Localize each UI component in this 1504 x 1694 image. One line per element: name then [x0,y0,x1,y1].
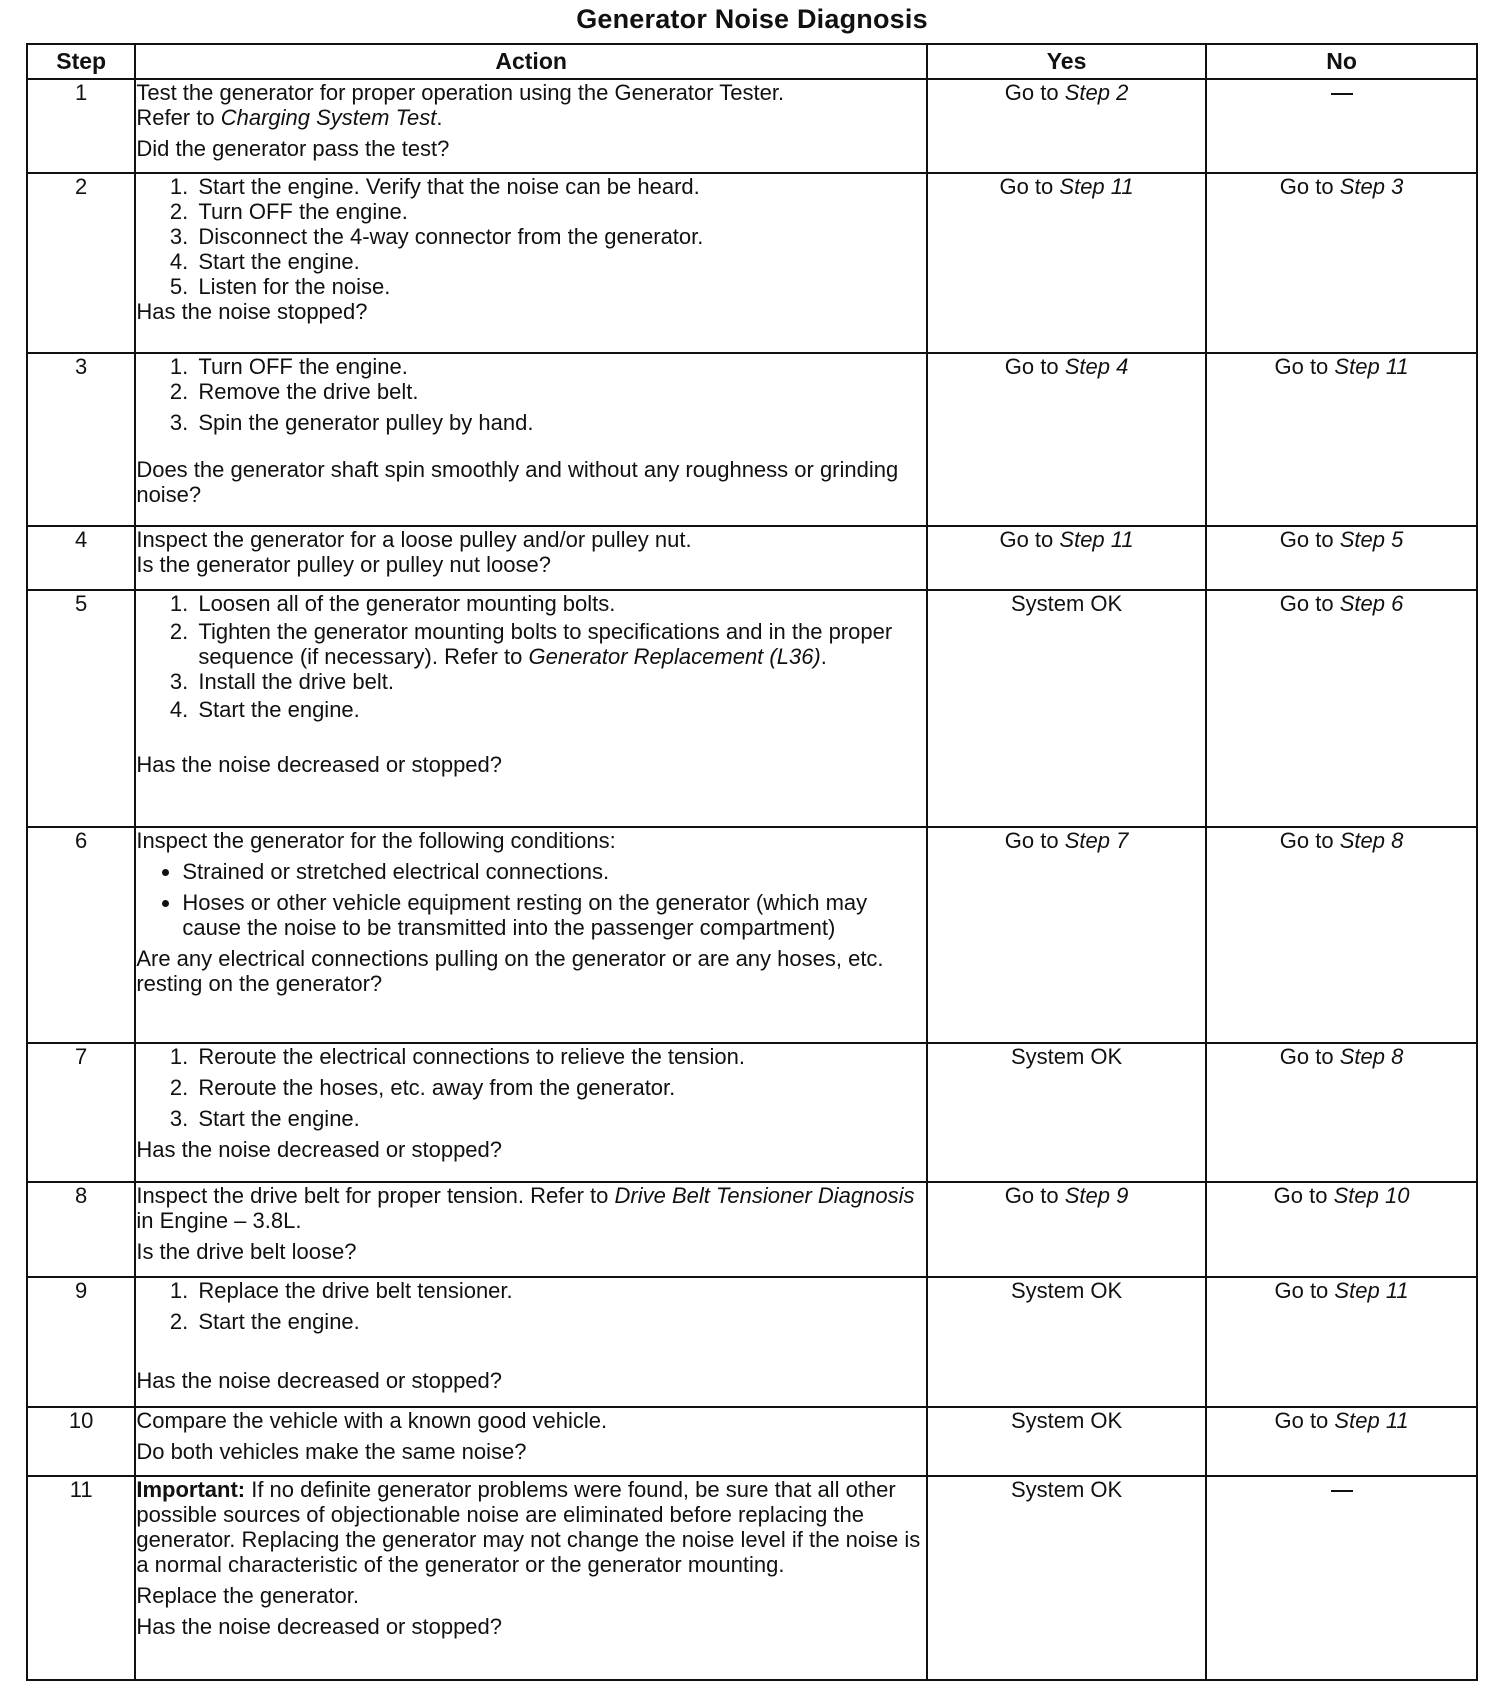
step-number: 8 [27,1182,135,1277]
list-item: 3. Install the drive belt. [194,669,926,694]
step-number: 11 [27,1476,135,1680]
action-question: Has the noise stopped? [136,299,368,324]
step-number: 10 [27,1407,135,1476]
action-question: Has the noise decreased or stopped? [136,1368,503,1393]
list-item: 1. Turn OFF the engine. [194,354,926,379]
step-number: 1 [27,79,135,173]
table-row [27,353,1477,526]
list-item: 2. Reroute the hoses, etc. away from the generator. [194,1075,926,1100]
table-row [27,173,1477,353]
list-item: • Hoses or other vehicle equipment resting on the generator (which may cause the noise to be transmitted into the passenger compartment) [182,890,926,940]
yes-result: Go to Step 11 [927,173,1206,353]
list-item: 1. Start the engine. Verify that the noise can be heard. [194,174,926,199]
no-result: Go to Step 6 [1206,590,1477,827]
no-result: Go to Step 11 [1206,1407,1477,1476]
yes-result: Go to Step 2 [927,79,1206,173]
header-yes: Yes [927,44,1206,79]
action-cell [135,1476,927,1680]
step-number: 4 [27,526,135,590]
no-result: Go to Step 11 [1206,1277,1477,1407]
action-text: Test the generator for proper operation using the Generator Tester. [136,80,785,105]
table-row [27,526,1477,590]
yes-result: Go to Step 11 [927,526,1206,590]
no-result: Go to Step 8 [1206,827,1477,1043]
step-number: 5 [27,590,135,827]
action-cell [135,353,927,526]
numbered-list [136,354,926,435]
list-item: 1. Loosen all of the generator mounting bolts. [194,591,926,616]
header-no: No [1206,44,1477,79]
step-number: 6 [27,827,135,1043]
action-question: Has the noise decreased or stopped? [136,752,503,777]
reference-link: Charging System Test [220,105,437,130]
action-cell [135,526,927,590]
action-cell [135,1277,927,1407]
dash-mark [1331,93,1353,95]
list-item: • Strained or stretched electrical connections. [182,859,926,884]
list-item: 4. Start the engine. [194,249,926,274]
dash-mark [1331,1490,1353,1492]
yes-result: System OK [927,1476,1206,1680]
important-note: Important: If no definite generator problems were found, be sure that all other possible sources of objectionable noise are eliminated before replacing the generator. Replacing the generator may not change the noise level if the noise is a normal characteristic of the generator or the generator mounting. [136,1477,921,1577]
no-result [1206,79,1477,173]
action-question: Is the generator pulley or pulley nut loose? [136,552,551,577]
list-item: 3. Disconnect the 4-way connector from the generator. [194,224,926,249]
diagnosis-table [26,43,1478,1681]
action-question: Did the generator pass the test? [136,136,450,161]
yes-result: System OK [927,590,1206,827]
action-text: Inspect the generator for a loose pulley and/or pulley nut. [136,527,692,552]
action-reference: Refer to Charging System Test. [136,105,443,130]
table-row [27,590,1477,827]
action-cell [135,1182,927,1277]
reference-link: Drive Belt Tensioner Diagnosis [614,1183,915,1208]
table-row [27,1277,1477,1407]
action-cell [135,1043,927,1182]
list-item: 4. Start the engine. [194,697,926,722]
action-text: Compare the vehicle with a known good vehicle. [136,1408,608,1433]
action-cell [135,827,927,1043]
no-result: Go to Step 8 [1206,1043,1477,1182]
action-question: Has the noise decreased or stopped? [136,1137,503,1162]
yes-result: Go to Step 4 [927,353,1206,526]
list-item: 2. Tighten the generator mounting bolts to specifications and in the proper sequence (if necessary). Refer to Generator Replacement (L36). [194,619,926,669]
numbered-list [136,591,926,722]
numbered-list [136,1044,926,1131]
list-item: 5. Listen for the noise. [194,274,926,299]
action-question: Do both vehicles make the same noise? [136,1439,527,1464]
action-cell [135,590,927,827]
step-number: 9 [27,1277,135,1407]
table-row [27,1407,1477,1476]
action-question: Are any electrical connections pulling on the generator or are any hoses, etc. resting on the generator? [136,946,884,996]
action-cell [135,1407,927,1476]
table-row [27,79,1477,173]
header-row [27,44,1477,79]
page-title: Generator Noise Diagnosis [576,4,928,34]
important-label: Important: [136,1477,246,1502]
step-number: 3 [27,353,135,526]
no-result: Go to Step 11 [1206,353,1477,526]
action-question: Is the drive belt loose? [136,1239,357,1264]
list-item: 2. Start the engine. [194,1309,926,1334]
yes-result: Go to Step 7 [927,827,1206,1043]
table-row [27,1476,1477,1680]
list-item: 3. Start the engine. [194,1106,926,1131]
step-number: 7 [27,1043,135,1182]
table-row [27,1182,1477,1277]
table-row [27,1043,1477,1182]
action-cell [135,79,927,173]
action-cell [135,173,927,353]
list-item: 1. Replace the drive belt tensioner. [194,1278,926,1303]
no-result: Go to Step 3 [1206,173,1477,353]
step-number: 2 [27,173,135,353]
numbered-list [136,174,926,299]
yes-result: System OK [927,1407,1206,1476]
action-question: Has the noise decreased or stopped? [136,1614,503,1639]
reference-link: Generator Replacement (L36) [528,644,821,669]
action-question: Does the generator shaft spin smoothly and without any roughness or grinding noise? [136,457,899,507]
no-result: Go to Step 10 [1206,1182,1477,1277]
action-text: Inspect the drive belt for proper tension. Refer to Drive Belt Tensioner Diagnosis in Engine – 3.8L. [136,1183,915,1233]
no-result [1206,1476,1477,1680]
yes-result: System OK [927,1043,1206,1182]
list-item: 3. Spin the generator pulley by hand. [194,410,926,435]
header-action: Action [135,44,927,79]
yes-result: Go to Step 9 [927,1182,1206,1277]
list-item: 1. Reroute the electrical connections to relieve the tension. [194,1044,926,1069]
list-item: 2. Remove the drive belt. [194,379,926,404]
list-item: 2. Turn OFF the engine. [194,199,926,224]
table-row [27,827,1477,1043]
action-text: Inspect the generator for the following conditions: [136,828,616,853]
action-text: Replace the generator. [136,1583,359,1608]
yes-result: System OK [927,1277,1206,1407]
bullet-list [136,859,926,940]
no-result: Go to Step 5 [1206,526,1477,590]
header-step: Step [27,44,135,79]
numbered-list [136,1278,926,1334]
